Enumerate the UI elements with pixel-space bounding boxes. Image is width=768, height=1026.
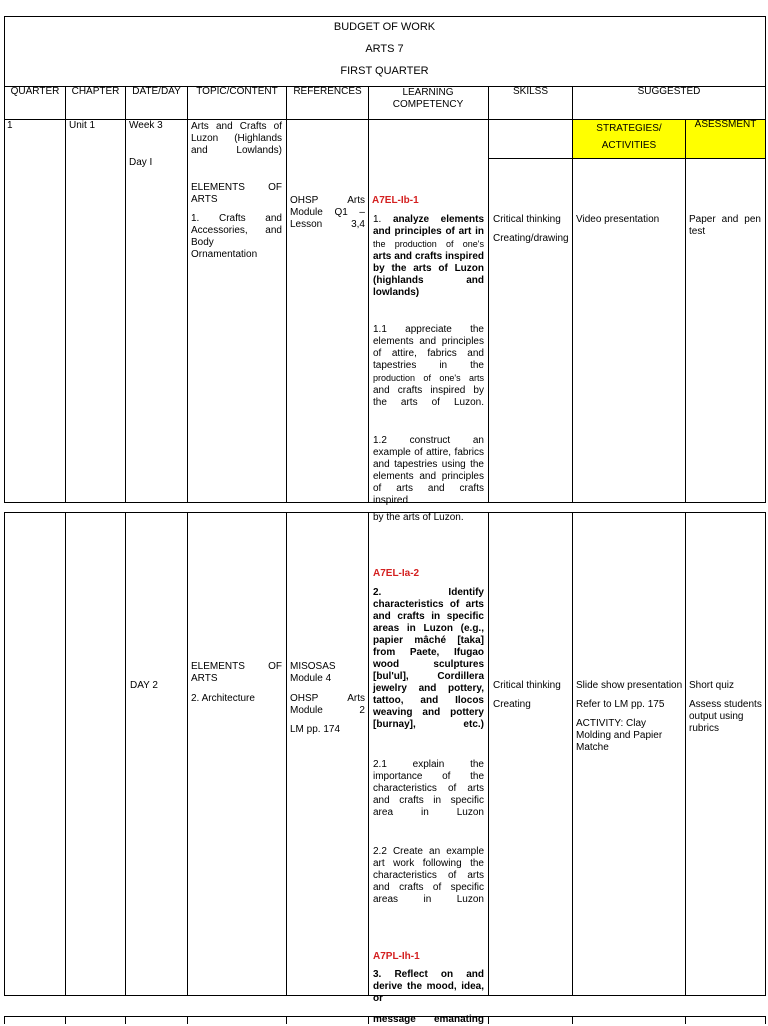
col-header-chapter: CHAPTER bbox=[71, 86, 120, 97]
p3-col-line-3 bbox=[187, 1016, 188, 1024]
skill-creating-drawing: Creating/drawing bbox=[493, 233, 569, 244]
col-header-suggested: SUGGESTED bbox=[637, 86, 701, 97]
assessment-short-quiz: Short quiz bbox=[689, 680, 735, 691]
competency-1-bold-b: arts and crafts inspired by the arts of Luzon (highlands and lowlands) bbox=[373, 251, 484, 298]
p3-col-line-2 bbox=[125, 1016, 126, 1024]
assessment-rubrics: Assess students output using rubrics bbox=[689, 699, 762, 734]
competency-code: A7EL-Ib-1 bbox=[372, 195, 419, 206]
cell-ref-lm: LM pp. 174 bbox=[290, 724, 341, 735]
p3-col-line-end bbox=[765, 1016, 766, 1024]
strategy-refer-lm: Refer to LM pp. 175 bbox=[576, 699, 665, 710]
competency-1-1 bbox=[373, 324, 484, 409]
subheader-bottom bbox=[488, 158, 765, 159]
competency-1 bbox=[373, 214, 484, 299]
strategy-activity: ACTIVITY: Clay Molding and Papier Matche bbox=[576, 718, 663, 753]
p2-col-line-0 bbox=[4, 512, 5, 996]
col-header-competency: LEARNING COMPETENCY bbox=[392, 87, 464, 110]
competency-code-3: A7PL-Ih-1 bbox=[373, 951, 420, 962]
p3-col-line-6 bbox=[488, 1016, 489, 1024]
col-line-5 bbox=[368, 86, 369, 503]
col-line-2 bbox=[125, 86, 126, 503]
cell-ref-misosas: MISOSAS Module 4 bbox=[290, 661, 336, 684]
col-line-1 bbox=[65, 86, 66, 503]
p2-col-line-1 bbox=[65, 512, 66, 996]
cell-topic-heading-2: ELEMENTS OF ARTS bbox=[191, 661, 282, 684]
p3-col-line-5 bbox=[368, 1016, 369, 1024]
strategy-video: Video presentation bbox=[576, 214, 660, 225]
col-header-skills: SKILSS bbox=[512, 86, 549, 97]
assessment-paper-pen: Paper and pen test bbox=[689, 214, 761, 237]
quarter-title: FIRST QUARTER bbox=[340, 65, 429, 77]
skill-critical-thinking-2: Critical thinking bbox=[493, 680, 561, 691]
table-border-top bbox=[4, 16, 765, 17]
competency-2-2: 2.2 Create an example art work following the characteristics of arts and crafts of specific areas in Luzon bbox=[373, 846, 484, 905]
p2-col-line-2 bbox=[125, 512, 126, 996]
competency-1-1-b: and crafts inspired by the arts of Luzon. bbox=[373, 385, 484, 408]
competency-code-2: A7EL-Ia-2 bbox=[373, 568, 420, 579]
cell-topic-intro: Arts and Crafts of Luzon (Highlands and Lowlands) bbox=[191, 121, 282, 156]
competency-1-1-small: production of one's arts bbox=[373, 373, 484, 383]
col-header-references: REFERENCES bbox=[293, 86, 362, 97]
col-header-topic: TOPIC/CONTENT bbox=[196, 86, 278, 97]
strategy-slide-show: Slide show presentation bbox=[576, 680, 683, 691]
cell-topic-item-2: 2. Architecture bbox=[191, 693, 255, 704]
col-line-8 bbox=[685, 119, 686, 503]
col-line-4 bbox=[286, 86, 287, 503]
p3-col-line-8 bbox=[685, 1016, 686, 1024]
cell-quarter: 1 bbox=[7, 120, 13, 131]
cell-topic-item: 1. Crafts and Accessories, and Body Ornamentation bbox=[191, 213, 282, 260]
skill-creating: Creating bbox=[493, 699, 531, 710]
col-header-strategies: STRATEGIES/ ACTIVITIES bbox=[596, 123, 662, 151]
competency-1-2: 1.2 construct an example of attire, fabrics and tapestries using the elements and principles of arts and crafts inspired bbox=[373, 435, 484, 506]
competency-1-number: 1. bbox=[373, 214, 382, 225]
competency-3: 3. Reflect on and derive the mood, idea, or bbox=[373, 969, 484, 1004]
p3-col-line-7 bbox=[572, 1016, 573, 1024]
col-header-quarter: QUARTER bbox=[10, 86, 60, 97]
competency-1-bold-a: analyze elements and principles of art in bbox=[373, 214, 485, 237]
cell-topic-heading: ELEMENTS OF ARTS bbox=[191, 182, 282, 205]
cell-day-2: DAY 2 bbox=[130, 680, 158, 691]
cell-ref-ohsp: OHSP Arts Module 2 bbox=[290, 693, 365, 716]
col-header-assessment: ASESSMENT bbox=[694, 119, 757, 130]
p3-col-line-4 bbox=[286, 1016, 287, 1024]
col-header-date: DATE/DAY bbox=[132, 86, 181, 97]
cell-week: Week 3 bbox=[129, 120, 163, 131]
p2-col-line-5 bbox=[368, 512, 369, 996]
p3-col-line-0 bbox=[4, 1016, 5, 1024]
subject-title: ARTS 7 bbox=[365, 43, 404, 55]
skill-critical-thinking: Critical thinking bbox=[493, 214, 561, 225]
cell-chapter: Unit 1 bbox=[69, 120, 96, 131]
col-line-3 bbox=[187, 86, 188, 503]
col-line-6 bbox=[488, 86, 489, 503]
cell-day: Day I bbox=[129, 157, 153, 168]
p2-col-line-end bbox=[765, 512, 766, 996]
p2-col-line-7 bbox=[572, 512, 573, 996]
cell-references: OHSP Arts Module Q1 – Lesson 3,4 bbox=[290, 195, 365, 230]
col-line-end bbox=[765, 16, 766, 503]
document-title: BUDGET OF WORK bbox=[333, 21, 436, 33]
p2-col-line-4 bbox=[286, 512, 287, 996]
p2-col-line-8 bbox=[685, 512, 686, 996]
competency-continued-3: message emanating bbox=[373, 1014, 484, 1025]
p2-col-line-3 bbox=[187, 512, 188, 996]
p3-col-line-1 bbox=[65, 1016, 66, 1024]
competency-1-normal: the production of one's bbox=[373, 239, 484, 249]
competency-continued: by the arts of Luzon. bbox=[373, 512, 464, 523]
competency-1-1-a: 1.1 appreciate the elements and principles of attire, fabrics and tapestries in the bbox=[373, 324, 484, 371]
competency-2: 2. Identify characteristics of arts and crafts in specific areas in Luzon (e.g., papier mâché [taka] from Paete, Ifugao wood sculptures [bul'ul], Cordillera jewelry and pottery, tattoo, and Ilocos weaving and pottery [burnay], etc.) bbox=[373, 587, 484, 730]
competency-2-1: 2.1 explain the importance of the characteristics of arts and crafts in specific area in Luzon bbox=[373, 759, 484, 818]
p2-col-line-6 bbox=[488, 512, 489, 996]
